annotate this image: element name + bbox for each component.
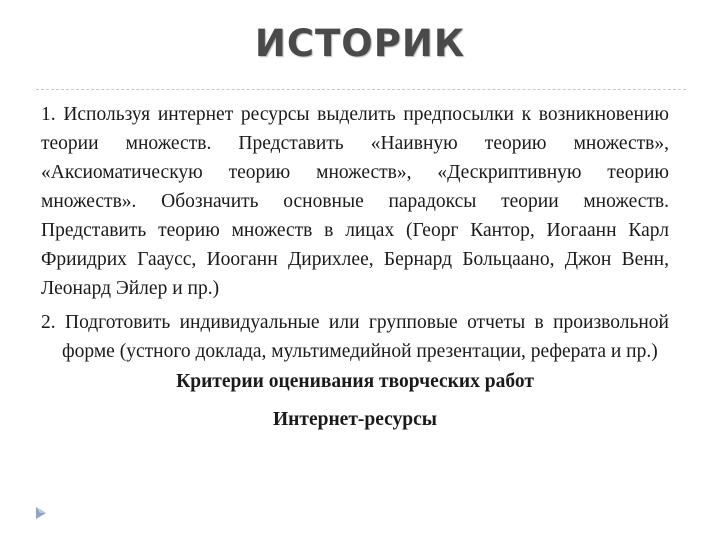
title-divider: [36, 89, 686, 90]
slide-title: ИСТОРИК: [254, 22, 466, 65]
assignment-paragraph-1: 1. Используя интернет ресурсы выделить предпосылки к возникновению теории множеств. Представить «Наивную теорию множеств», «Аксиоматическую теорию множеств», «Дескриптивную теорию множеств». Обозначить основные парадоксы теории множеств. Представить теорию множеств в лицах (Георг Кантор, Иогаанн Карл Фриидрих Гааусс, Иоoганн Дирихлее, Бернард Больцаано, Джон Венн, Леонард Эйлер и пр.): [41, 104, 669, 299]
slide-body: [41, 100, 669, 434]
criteria-link[interactable]: Критерии оценивания творческих работ: [176, 371, 534, 392]
assignment-paragraph-2: 2. Подготовить индивидуальные или групповые отчеты в произвольной форме (устного доклада, мультимедийной презентации, реферата и пр.): [41, 312, 669, 362]
next-slide-arrow-icon[interactable]: [34, 506, 48, 520]
internet-resources-link[interactable]: Интернет-ресурсы: [272, 409, 438, 430]
